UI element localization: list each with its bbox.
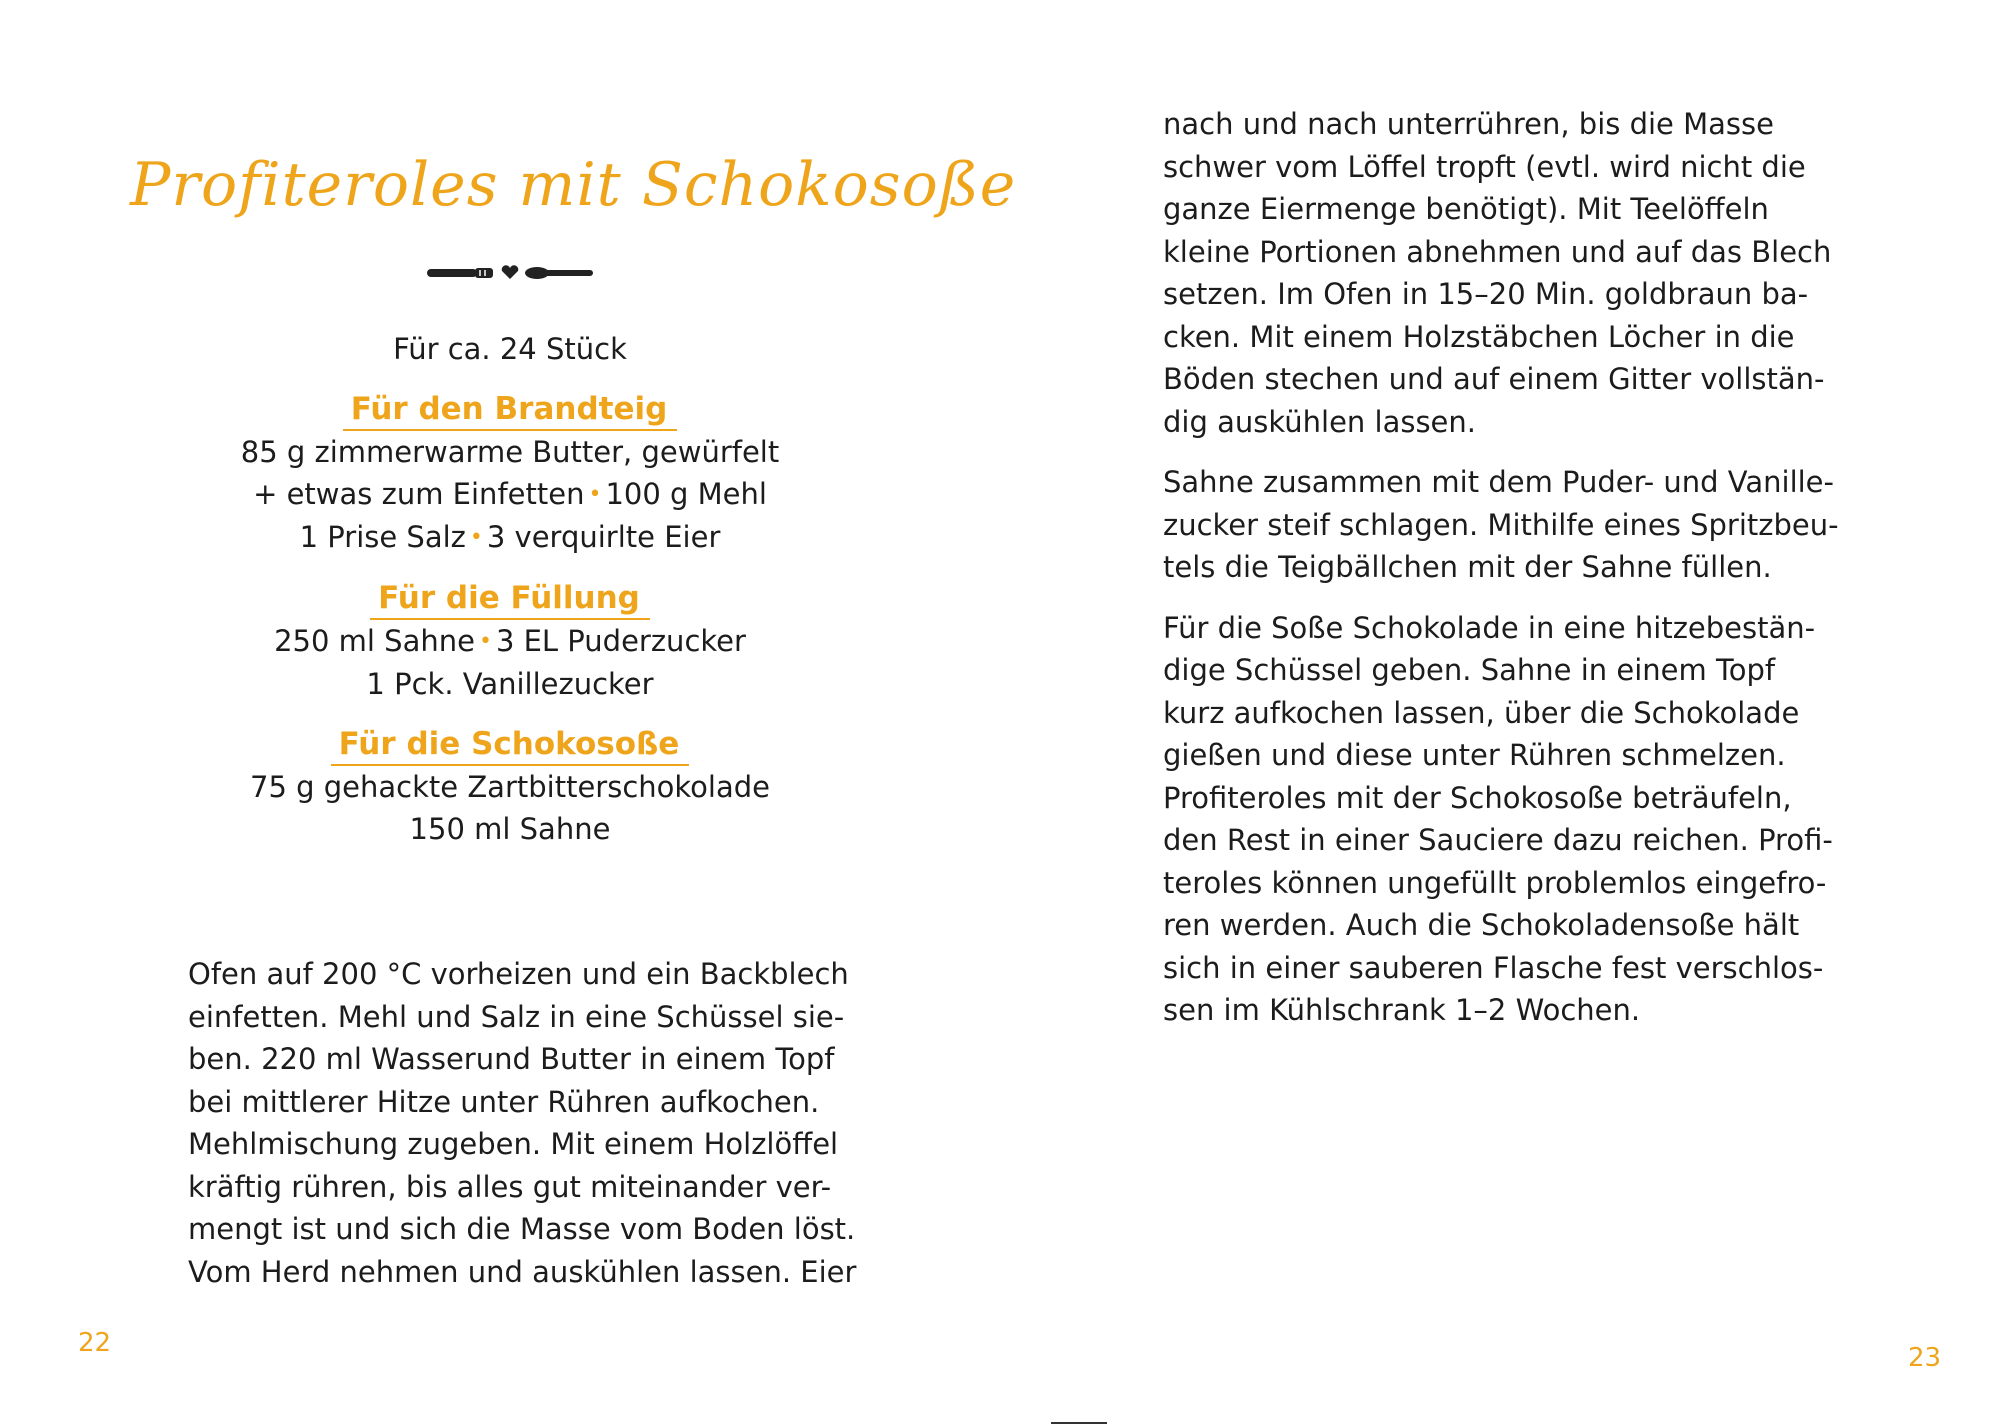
- text-line: sen im Kühlschrank 1–2 Wochen.: [1163, 993, 1641, 1027]
- paragraph: [1163, 607, 1863, 1032]
- text-line: einfetten. Mehl und Salz in eine Schüssel sie-: [188, 999, 845, 1034]
- text-line: kleine Portionen abnehmen und auf das Blech: [1163, 234, 1832, 269]
- text-line: cken. Mit einem Holzstäbchen Löcher in die: [1163, 319, 1795, 354]
- text-line: dige Schüssel geben. Sahne in einem Topf: [1163, 653, 1776, 687]
- ingredient-line: + etwas zum Einfetten • 100 g Mehl: [253, 477, 767, 511]
- gutter-mark: [1051, 1422, 1107, 1424]
- section-heading: Für die Schokosoße: [331, 724, 690, 766]
- ingredient-line: 1 Pck. Vanillezucker: [366, 667, 654, 701]
- text-line: schwer vom Löffel tropft (evtl. wird nicht die: [1163, 149, 1806, 184]
- text-line: Sahne zusammen mit dem Puder- und Vanille-: [1163, 465, 1834, 499]
- paragraph: [1163, 461, 1863, 589]
- text-line: dig auskühlen lassen.: [1163, 404, 1476, 439]
- text-line: kurz aufkochen lassen, über die Schokolade: [1163, 695, 1800, 730]
- section-heading: Für den Brandteig: [343, 389, 678, 431]
- text-line: ben. 220 ml Wasserund Butter in einem Topf: [188, 1042, 835, 1076]
- text-line: kräftig rühren, bis alles gut miteinander ver-: [188, 1169, 832, 1204]
- text-line: sich in einer sauberen Flasche fest verschlos-: [1163, 950, 1824, 985]
- text-line: mengt ist und sich die Masse vom Boden löst.: [188, 1212, 856, 1246]
- text-line: Böden stechen und auf einem Gitter vollstän-: [1163, 362, 1825, 396]
- separator-dot: •: [469, 525, 483, 550]
- ingredient-line: 150 ml Sahne: [409, 812, 611, 846]
- recipe-yield: Für ca. 24 Stück: [393, 332, 627, 366]
- ingredient-section-fuellung: [180, 577, 840, 705]
- text-line: tels die Teigbällchen mit der Sahne füllen.: [1163, 550, 1772, 584]
- text-line: Vom Herd nehmen und auskühlen lassen. Eier: [188, 1254, 857, 1289]
- text-line: Profiteroles mit der Schokosoße beträufeln,: [1163, 780, 1792, 815]
- cutlery-heart-divider-icon: [425, 262, 595, 288]
- separator-dot: •: [478, 629, 492, 654]
- text-line: ganze Eiermenge benötigt). Mit Teelöffeln: [1163, 192, 1769, 226]
- text-line: Für die Soße Schokolade in eine hitzebestän-: [1163, 610, 1816, 645]
- ingredient-line: 75 g gehackte Zartbitterschokolade: [250, 770, 770, 804]
- instructions-left: [188, 953, 857, 1293]
- page-number-left: 22: [78, 1328, 112, 1358]
- section-heading: Für die Füllung: [370, 578, 650, 620]
- paragraph: [1163, 103, 1863, 443]
- text-line: setzen. Im Ofen in 15–20 Min. goldbraun ba-: [1163, 277, 1809, 311]
- ingredient-line: 85 g zimmerwarme Butter, gewürfelt: [240, 435, 780, 469]
- ingredient-section-brandteig: [180, 388, 840, 559]
- ingredients-block: [180, 328, 840, 868]
- text-line: zucker steif schlagen. Mithilfe eines Spritzbeu-: [1163, 507, 1839, 542]
- instructions-right: [1163, 103, 1863, 1050]
- ingredient-line: 1 Prise Salz • 3 verquirlte Eier: [299, 520, 721, 554]
- text-line: nach und nach unterrühren, bis die Masse: [1163, 107, 1774, 141]
- recipe-title: Profiteroles mit Schokosoße: [130, 150, 1017, 220]
- text-line: den Rest in einer Sauciere dazu reichen. Profi-: [1163, 823, 1833, 857]
- text-line: gießen und diese unter Rühren schmelzen.: [1163, 738, 1786, 772]
- text-line: Ofen auf 200 °C vorheizen und ein Backblech: [188, 957, 849, 991]
- ingredient-line: 250 ml Sahne • 3 EL Puderzucker: [274, 624, 746, 658]
- text-line: ren werden. Auch die Schokoladensoße hält: [1163, 908, 1800, 942]
- text-line: Mehlmischung zugeben. Mit einem Holzlöffel: [188, 1127, 839, 1161]
- ingredient-section-schokososse: [180, 723, 840, 850]
- text-line: bei mittlerer Hitze unter Rühren aufkochen.: [188, 1084, 820, 1119]
- text-line: teroles können ungefüllt problemlos eingefro-: [1163, 865, 1827, 900]
- separator-dot: •: [588, 482, 602, 507]
- page-number-right: 23: [1908, 1343, 1942, 1373]
